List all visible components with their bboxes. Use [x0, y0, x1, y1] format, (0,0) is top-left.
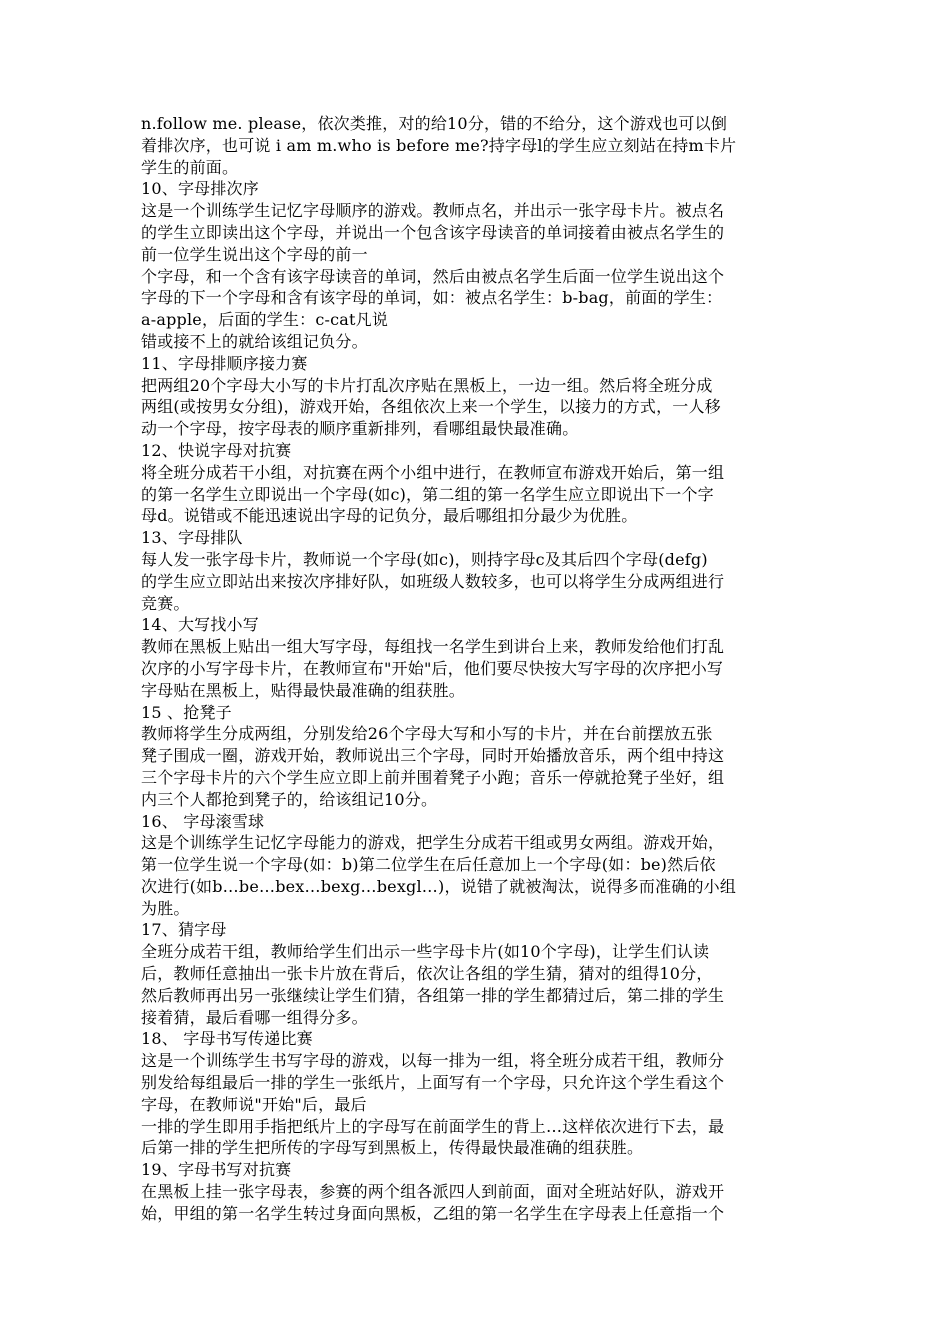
text-line: 把两组20个字母大小写的卡片打乱次序贴在黑板上，一边一组。然后将全班分成	[141, 375, 713, 395]
document-page	[141, 113, 841, 1225]
text-line: 三个字母卡片的六个学生应立即上前并围着凳子小跑；音乐一停就抢凳子坐好，组	[141, 767, 725, 787]
text-line: 字母的下一个字母和含有该字母的单词，如：被点名学生：b-bag，前面的学生：	[141, 288, 723, 308]
text-line: 这是一个训练学生书写字母的游戏，以每一排为一组，将全班分成若干组，教师分	[141, 1051, 725, 1071]
text-line: 学生的前面。	[141, 157, 239, 177]
text-line: 竞赛。	[141, 593, 190, 613]
text-line: 然后教师再出另一张继续让学生们猜，各组第一排的学生都猜过后，第二排的学生	[141, 985, 725, 1005]
section-heading: 10、字母排次序	[141, 179, 259, 199]
text-line: 接着猜，最后看哪一组得分多。	[141, 1007, 368, 1027]
text-line: 前一位学生说出这个字母的前一	[141, 244, 368, 264]
section-heading: 17、猜字母	[141, 920, 227, 940]
section-heading: 19、字母书写对抗赛	[141, 1160, 292, 1180]
text-line: 一排的学生即用手指把纸片上的字母写在前面学生的背上…这样依次进行下去，最	[141, 1116, 725, 1136]
text-line: 为胜。	[141, 898, 190, 918]
text-line: 教师将学生分成两组，分别发给26个字母大写和小写的卡片，并在台前摆放五张	[141, 724, 713, 744]
text-line: 凳子围成一圈，游戏开始，教师说出三个字母，同时开始播放音乐，两个组中持这	[141, 746, 725, 766]
text-line: 的学生应立即站出来按次序排好队，如班级人数较多，也可以将学生分成两组进行	[141, 571, 725, 591]
section-heading: 13、字母排队	[141, 528, 243, 548]
text-line: 次序的小写字母卡片，在教师宣布"开始"后，他们要尽快按大写字母的次序把小写	[141, 658, 724, 678]
section-heading: 15 、抢凳子	[141, 702, 232, 722]
text-line: 第一位学生说一个字母(如：b)第二位学生在后任意加上一个字母(如：be)然后依	[141, 855, 716, 875]
text-line: 两组(或按男女分组)，游戏开始，各组依次上来一个学生，以接力的方式，一人移	[141, 397, 721, 417]
text-line: 这是个训练学生记忆字母能力的游戏，把学生分成若干组或男女两组。游戏开始，	[141, 833, 725, 853]
section-heading: 14、大写找小写	[141, 615, 259, 635]
text-line: 字母，在教师说"开始"后，最后	[141, 1094, 367, 1114]
text-line: 母d。说错或不能迅速说出字母的记负分，最后哪组扣分最少为优胜。	[141, 506, 638, 526]
text-line: 次进行(如b…be…bex…bexg…bexgl…)，说错了就被淘汰，说得多而准确的小组	[141, 876, 737, 896]
text-line: 每人发一张字母卡片，教师说一个字母(如c)，则持字母c及其后四个字母(defg)	[141, 549, 708, 569]
section-heading: 11、字母排顺序接力赛	[141, 353, 308, 373]
text-line: 错或接不上的就给该组记负分。	[141, 331, 368, 351]
text-line: a-apple，后面的学生：c-cat凡说	[141, 310, 389, 330]
section-heading: 16、 字母滚雪球	[141, 811, 265, 831]
text-line: 后第一排的学生把所传的字母写到黑板上，传得最快最准确的组获胜。	[141, 1138, 644, 1158]
text-line: 后，教师任意抽出一张卡片放在背后，依次让各组的学生猜，猜对的组得10分，	[141, 964, 713, 984]
text-line: 这是一个训练学生记忆字母顺序的游戏。教师点名，并出示一张字母卡片。被点名	[141, 201, 725, 221]
text-line: 别发给每组最后一排的学生一张纸片，上面写有一个字母，只允许这个学生看这个	[141, 1073, 725, 1093]
text-line: 字母贴在黑板上，贴得最快最准确的组获胜。	[141, 680, 466, 700]
text-line: 教师在黑板上贴出一组大写字母，每组找一名学生到讲台上来，教师发给他们打乱	[141, 637, 725, 657]
text-line: n.follow me. please，依次类推，对的给10分，错的不给分，这个游戏也可以倒	[141, 114, 728, 133]
text-line: 个字母，和一个含有该字母读音的单词，然后由被点名学生后面一位学生说出这个	[141, 266, 725, 286]
text-line: 将全班分成若干小组，对抗赛在两个小组中进行，在教师宣布游戏开始后，第一组	[141, 462, 725, 482]
section-heading: 12、快说字母对抗赛	[141, 440, 292, 460]
text-line: 的学生立即读出这个字母，并说出一个包含该字母读音的单词接着由被点名学生的	[141, 222, 725, 242]
text-line: 始，甲组的第一名学生转过身面向黑板，乙组的第一名学生在字母表上任意指一个	[141, 1203, 725, 1223]
text-line: 的第一名学生立即说出一个字母(如c)，第二组的第一名学生应立即说出下一个字	[141, 484, 714, 504]
text-line: 动一个字母，按字母表的顺序重新排列，看哪组最快最准确。	[141, 419, 579, 439]
text-line: 在黑板上挂一张字母表，参赛的两个组各派四人到前面，面对全班站好队，游戏开	[141, 1182, 725, 1202]
section-heading: 18、 字母书写传递比赛	[141, 1029, 313, 1049]
text-line: 着排次序，也可说 i am m.who is before me?持字母l的学生应立刻站在持m卡片	[141, 135, 737, 155]
text-line: 内三个人都抢到凳子的，给该组记10分。	[141, 789, 438, 809]
text-line: 全班分成若干组，教师给学生们出示一些字母卡片(如10个字母)，让学生们认读	[141, 942, 710, 962]
